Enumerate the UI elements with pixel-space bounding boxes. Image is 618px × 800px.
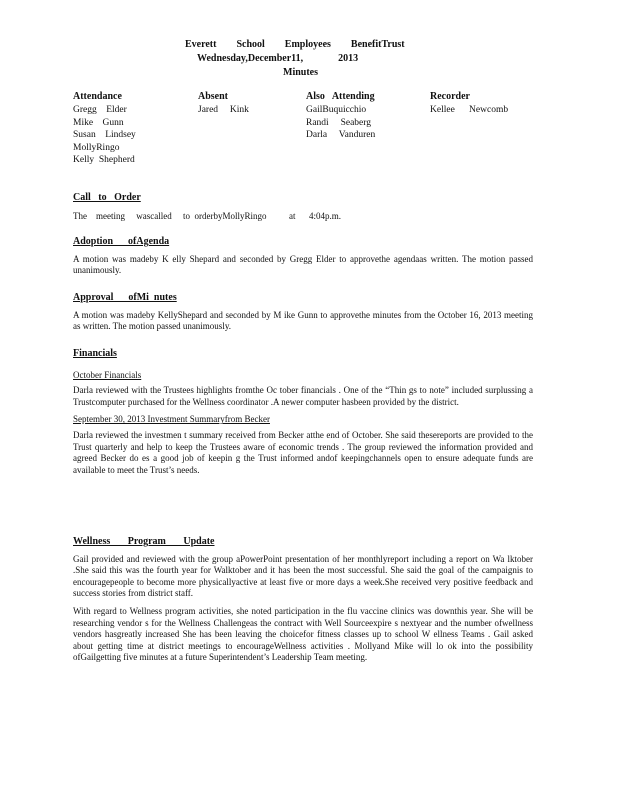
financials-section <box>73 348 533 476</box>
investment-summary-subheading: September 30, 2013 Investment Summaryfrom Becker <box>73 414 270 425</box>
also-attending-name: Darla Vanduren <box>306 130 376 141</box>
title-line-3: Minutes <box>283 67 318 78</box>
attendee-name: Gregg Elder <box>73 105 127 116</box>
attendee-name: Kelly Shepherd <box>73 155 135 166</box>
absent-column <box>198 91 249 117</box>
wellness-heading: Wellness Program Update <box>73 536 215 547</box>
title-line-1: Everett School Employees BenefitTrust <box>185 39 405 50</box>
attendance-heading: Attendance <box>73 91 122 102</box>
attendance-column <box>73 91 136 166</box>
recorder-heading: Recorder <box>430 91 470 102</box>
recorder-column <box>430 91 508 117</box>
call-to-order-heading: Call to Order <box>73 192 141 203</box>
recorder-name: Kellee Newcomb <box>430 105 509 116</box>
approval-heading: Approval ofMi nutes <box>73 292 177 303</box>
investment-summary-text: Darla reviewed the investmen t summary received from Becker atthe end of October. She said thesereports are provided to the Trust quarterly and help to keep the Trustees aware of economic trends . The group reviewed the information provided and agreed Becker do es a good job of keepin g the Trust informed andof keepingchannels open to ensure adequate funds are available to meet the Trust’s needs. <box>73 429 533 475</box>
attendee-name: MollyRingo <box>73 142 120 153</box>
call-to-order-section <box>73 192 533 222</box>
attendee-name: Susan Lindsey <box>73 130 136 141</box>
wellness-section <box>73 536 533 664</box>
adoption-heading: Adoption ofAgenda <box>73 236 170 247</box>
approval-text: A motion was madeby KellyShepard and seconded by M ike Gunn to approvethe minutes from the October 16, 2013 meeting as written. The motion passed unanimously. <box>73 309 533 332</box>
title-line-2: Wednesday,December11, 2013 <box>197 53 359 64</box>
financials-heading: Financials <box>73 348 117 359</box>
wellness-paragraph-2: With regard to Wellness program activities, she noted participation in the flu vaccine clinics was downthis year. She will be researching vendor s for the Wellness Challengeas the contract with Well Sourceexpire s nextyear and the number ofwellness vendors hasgreatly increased She has been leaving the choicefor fitness classes up to school W ellness Teams . Gail asked about getting time at district meetings to encourageWellness activities . Mollyand Mike will lo ok into the possibility ofGailgetting five minutes at a future Superintendent’s Leadership Team meeting. <box>73 605 533 663</box>
wellness-paragraph-1: Gail provided and reviewed with the group aPowerPoint presentation of her monthlyreport including a report on Wa lktober .She said this was the fourth year for Walktober and it has been the most successful. She said the goal of the campaignis to encouragepeople to become more physicallyactive at least five or more days a week.She received very positive feedback and success stories from district staff. <box>73 553 533 599</box>
also-attending-name: Randi Seaberg <box>306 117 371 128</box>
october-financials-text: Darla reviewed with the Trustees highlights fromthe Oc tober financials . One of the “Thin gs to note” included surplussing a Trustcomputer purchased for the Wellness coordinator .A newer computer hasbeen provided by the district. <box>73 385 533 407</box>
call-to-order-text: The meeting wascalled to orderbyMollyRingo at 4:04p.m. <box>73 210 341 221</box>
also-attending-heading: Also Attending <box>306 91 375 102</box>
october-financials-subheading: October Financials <box>73 369 142 380</box>
absent-heading: Absent <box>198 91 229 102</box>
absent-name: Jared Kink <box>198 105 249 116</box>
also-attending-name: GailBuquicchio <box>306 105 367 116</box>
approval-section <box>73 292 533 333</box>
adoption-section <box>73 236 533 277</box>
also-attending-column <box>306 91 375 142</box>
attendee-name: Mike Gunn <box>73 117 124 128</box>
adoption-text: A motion was madeby K elly Shepard and seconded by Gregg Elder to approvethe agendaas written. The motion passed unanimously. <box>73 253 533 276</box>
